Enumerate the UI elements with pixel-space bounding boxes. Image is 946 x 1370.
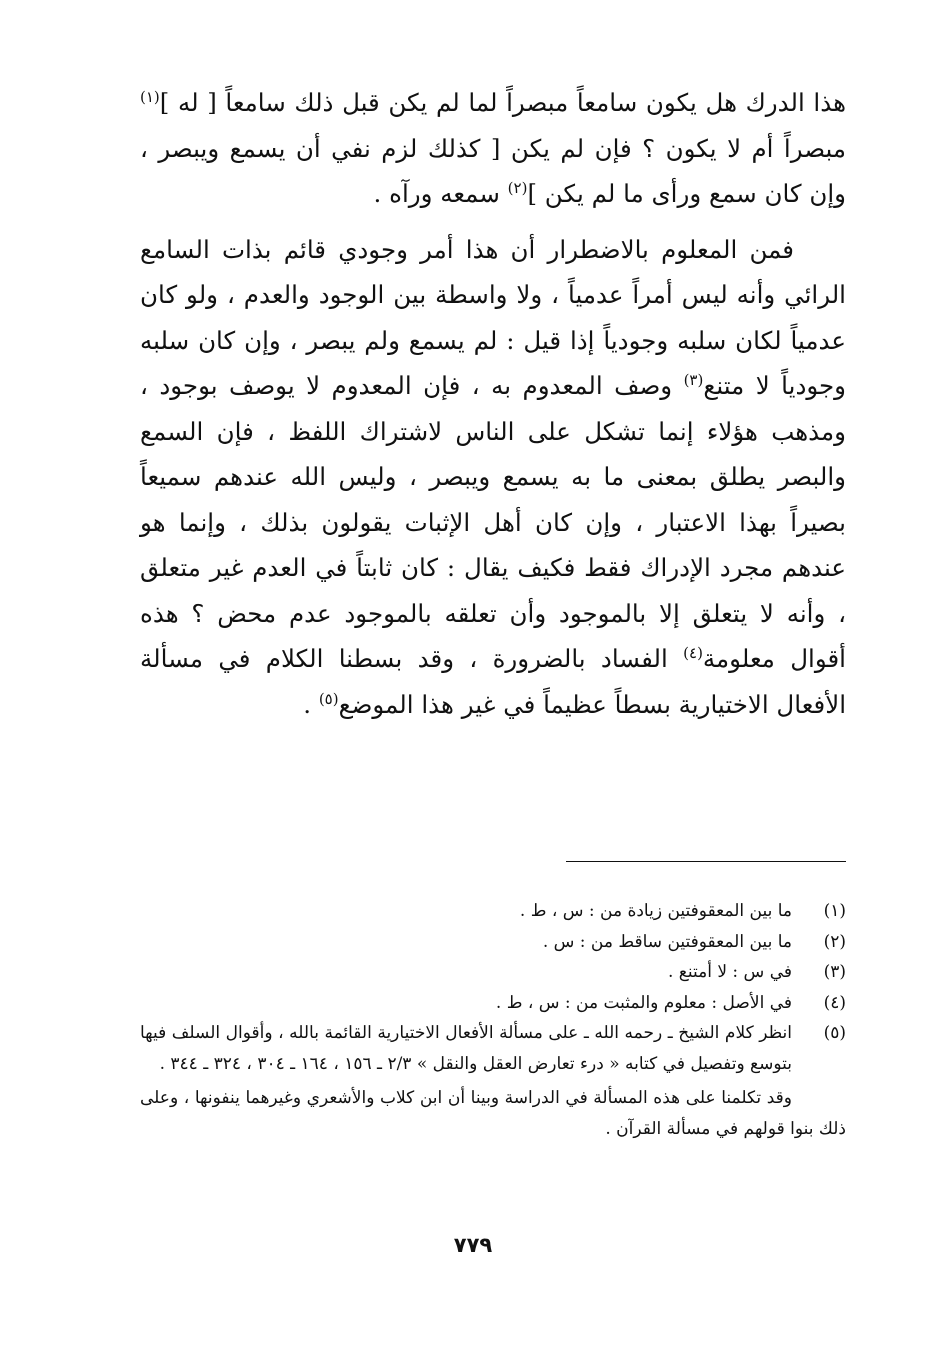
main-text (140, 80, 846, 727)
footnote-text: انظر كلام الشيخ ـ رحمه الله ـ على مسألة الأفعال الاختيارية القائمة بالله ، وأقوال السلف فيها بتوسع وتفصيل في كتابه « درء تعارض العقل والنقل » ٢/٣ ـ ١٥٦ ، ١٦٤ ـ ٣٠٤ ، ٣٢٤ ـ ٣٤٤ . (140, 1023, 792, 1074)
footnote-number: (٣) (823, 962, 846, 982)
paragraph-1 (140, 80, 846, 217)
footnote-number: (٤) (823, 992, 846, 1013)
footnote-text: في الأصل : معلوم والمثبت من : س ، ط . (495, 992, 792, 1013)
footnote-text: ما بين المعقوفتين زيادة من : س ، ط . (519, 901, 792, 921)
footnote-item (140, 957, 846, 988)
footnotes (140, 896, 846, 1144)
paragraph-2 (140, 227, 846, 728)
paragraph-2-part-3: الفساد بالضرورة ، وقد بسطنا الكلام في مسألة الأفعال الاختيارية بسطاً عظيماً في غير هذا الموضع (140, 644, 846, 719)
footnote-number: (١) (823, 901, 846, 921)
page-number: ٧٧٩ (453, 1233, 493, 1257)
paragraph-2-part-2: وصف المعدوم به ، فإن المعدوم لا يوصف بوجود ، ومذهب هؤلاء إنما تشكل على الناس لاشتراك اللفظ ، فإن السمع والبصر يطلق بمعنى ما به يسمع ويبصر ، وليس الله عندهم سميعاً بصيراً بهذا الاعتبار ، وإن كان أهل الإثبات يقولون بذلك ، وإنما هو عندهم مجرد الإدراك فقط فكيف يقال : كان ثابتاً في العدم غير متعلق ، وأنه لا يتعلق إلا بالموجود وأن تعلقه بالموجود عدم محض ؟ هذه أقوال معلومة (140, 371, 846, 673)
footnote-continuation: وقد تكلمنا على هذه المسألة في الدراسة وبينا أن ابن كلاب والأشعري وغيرهما ينفونها ، وعلى ذلك بنوا قولهم في مسألة القرآن . (140, 1088, 846, 1139)
footnote-ref-3: (٣) (683, 370, 704, 389)
footnote-number: (٥) (823, 1023, 846, 1043)
footnote-ref-1: (١) (140, 87, 160, 106)
paragraph-1-part-3: سمعه ورآه . (373, 179, 508, 208)
footnote-item (140, 988, 846, 1019)
paragraph-2-part-1: فمن المعلوم بالاضطرار أن هذا أمر وجودي قائم بذات السامع الرائي وأنه ليس أمراً عدمياً ، ولا واسطة بين الوجود والعدم ، ولو كان عدمياً لكان سلبه وجودياً إذا قيل : لم يسمع ولم يبصر ، وإن كان سلبه وجودياً لا متنع (140, 234, 847, 400)
footnote-text: ما بين المعقوفتين ساقط من : س . (542, 931, 792, 952)
footnote-ref-4: (٤) (683, 643, 703, 662)
footnote-ref-5: (٥) (318, 689, 339, 708)
footnote-item (140, 927, 846, 958)
footnote-ref-2: (٢) (507, 178, 528, 197)
footnote-item (140, 896, 846, 927)
paragraph-1-part-1: هذا الدرك هل يكون سامعاً مبصراً لما لم يكن قبل ذلك سامعاً [ له ] (159, 88, 846, 117)
footnote-separator (566, 861, 846, 862)
footnote-number: (٢) (823, 931, 846, 952)
footnote-text: في س : لا أمتنع . (667, 962, 792, 982)
paragraph-1-part-2: مبصراً أم لا يكون ؟ فإن لم يكن [ كذلك لزم نفي أن يسمع ويبصر ، وإن كان سمع ورأى ما لم يكن ] (140, 133, 846, 208)
footnote-item (140, 1018, 846, 1079)
paragraph-2-part-4: . (303, 689, 319, 719)
